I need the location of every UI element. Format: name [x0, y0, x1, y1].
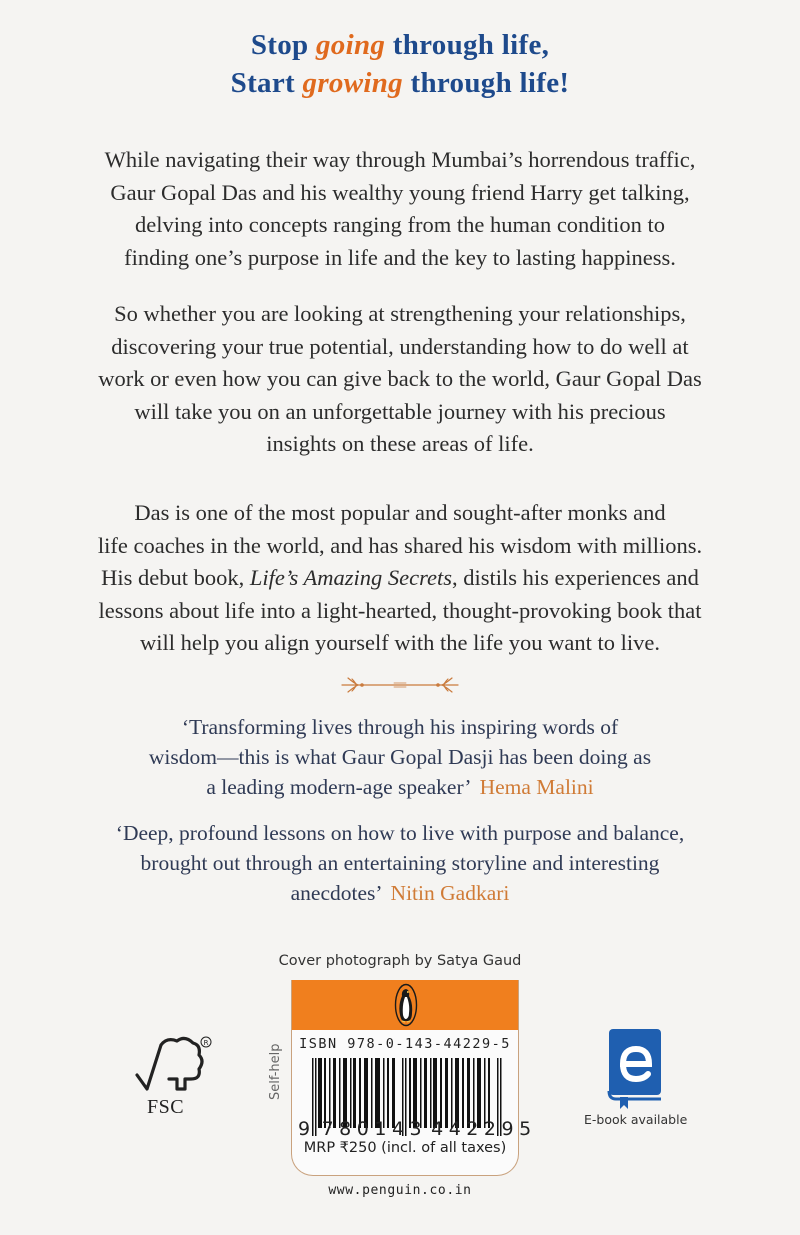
endorsement-quote-2: [0, 818, 800, 908]
quote-attribution: Nitin Gadkari: [390, 881, 510, 905]
penguin-logo-icon: [394, 983, 418, 1027]
text-line: While navigating their way through Mumbai’s horrendous traffic,: [104, 147, 696, 172]
quote-line: ‘Transforming lives through his inspiring words of: [181, 715, 619, 739]
book-category: Self-help: [268, 1043, 283, 1100]
text-line: So whether you are looking at strengthening your relationships,: [114, 301, 686, 326]
ebook-label-text: E-book available: [584, 1112, 688, 1127]
headline-text: through life!: [402, 67, 570, 99]
ornamental-divider-icon: [338, 675, 462, 695]
text-fragment: , distils his experiences and: [452, 565, 699, 590]
headline: [0, 26, 800, 102]
publisher-website: www.penguin.co.in: [328, 1183, 472, 1198]
headline-text: Start: [230, 67, 303, 99]
text-fragment: His debut book,: [101, 565, 250, 590]
price-mrp: MRP ₹250 (incl. of all taxes): [303, 1140, 507, 1156]
headline-accent: growing: [302, 67, 403, 99]
barcode-group-1: 780143: [321, 1118, 428, 1140]
quote-line: [0, 772, 800, 802]
headline-line-1: [0, 26, 800, 64]
headline-accent: going: [316, 29, 386, 61]
text-line: discovering your true potential, understanding how to do well at: [111, 333, 689, 359]
ebook-icon: [606, 1029, 664, 1111]
quote-line: wisdom—this is what Gaur Gopal Dasji has been doing as: [148, 745, 652, 769]
barcode-group-2: 442295: [431, 1118, 537, 1140]
text-line: will take you on an unforgettable journey with his precious: [134, 398, 666, 424]
book-title: Life’s Amazing Secrets: [249, 565, 452, 590]
blurb-paragraph-1: [0, 144, 800, 274]
text-line: Gaur Gopal Das and his wealthy young friend Harry get talking,: [110, 179, 690, 205]
text-line: finding one’s purpose in life and the key to lasting happiness.: [124, 244, 676, 270]
headline-text: through life,: [385, 29, 550, 61]
text-line: delving into concepts ranging from the human condition to: [135, 212, 665, 237]
blurb-paragraph-2: [0, 298, 800, 461]
text-line: Das is one of the most popular and sought-after monks and: [134, 500, 666, 525]
quote-line: brought out through an entertaining storyline and interesting: [140, 851, 660, 875]
quote-line: ‘Deep, profound lessons on how to live with purpose and balance,: [115, 821, 685, 845]
text-line: insights on these areas of life.: [266, 431, 534, 456]
quote-text: anecdotes’: [290, 881, 383, 905]
quote-text: a leading modern-age speaker’: [206, 775, 472, 799]
text-line: life coaches in the world, and has shared his wisdom with millions.: [97, 532, 703, 558]
barcode-label: [291, 980, 537, 1176]
isbn-text: ISBN 978-0-143-44229-5: [299, 1036, 511, 1052]
barcode-number: [298, 1118, 537, 1140]
text-line: work or even how you can give back to the world, Gaur Gopal Das: [98, 366, 702, 391]
headline-line-2: [0, 64, 800, 102]
registered-mark: R: [203, 1039, 209, 1047]
quote-attribution: Hema Malini: [479, 775, 594, 799]
fsc-label: FSC: [147, 1096, 185, 1118]
text-line: will help you align yourself with the life you want to live.: [140, 630, 660, 655]
publisher-band: [292, 980, 518, 1030]
blurb-paragraph-3: [0, 497, 800, 660]
quote-line: [0, 878, 800, 908]
text-line: [0, 562, 800, 595]
text-line: lessons about life into a light-hearted, thought-provoking book that: [98, 597, 702, 623]
endorsement-quote-1: [0, 712, 800, 802]
cover-photo-credit: Cover photograph by Satya Gaud: [278, 953, 522, 969]
headline-text: Stop: [250, 29, 316, 61]
barcode-lead-digit: 9: [298, 1118, 316, 1140]
